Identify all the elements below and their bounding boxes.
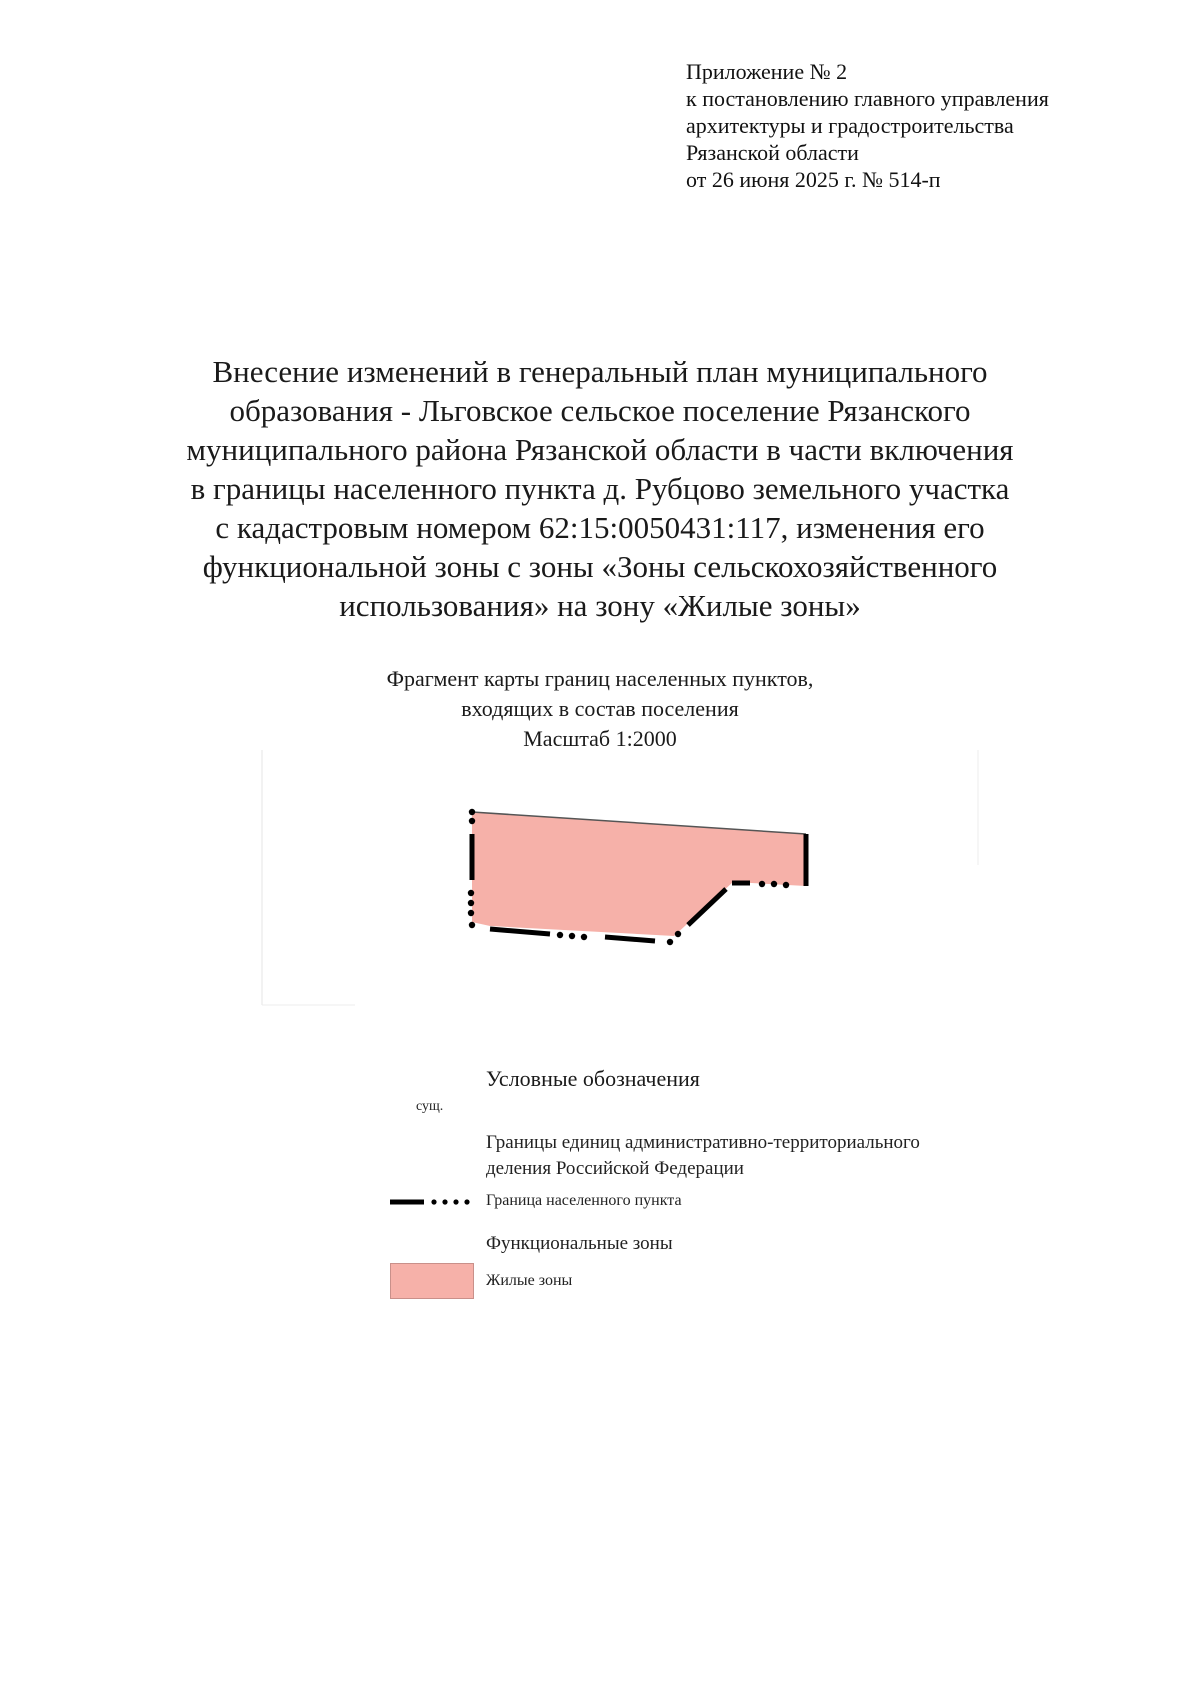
title-line: в границы населенного пункта д. Рубцово земельного участка [190, 471, 1010, 506]
appendix-line: Рязанской области [686, 140, 859, 165]
appendix-line: архитектуры и градостроительства [686, 113, 1014, 138]
map-caption-line: входящих в состав поселения [461, 696, 739, 721]
title-line: муниципального района Рязанской области в части включения [186, 432, 1014, 467]
appendix-line: Приложение № 2 [686, 59, 848, 84]
legend-boundary-symbol [390, 1195, 476, 1209]
legend-admin-boundaries [486, 1130, 920, 1182]
map-caption-line: Фрагмент карты границ населенных пунктов, [386, 666, 814, 691]
map-scale: Масштаб 1:2000 [523, 726, 677, 751]
appendix-line: от 26 июня 2025 г. № 514-п [686, 167, 941, 192]
title-line: функциональной зоны с зоны «Зоны сельскохозяйственного [202, 549, 998, 584]
title-line: образования - Льговское сельское поселение Рязанского [229, 393, 971, 428]
legend-zones-title: Функциональные зоны [486, 1233, 673, 1254]
map-caption [300, 664, 900, 754]
legend-residential-swatch [390, 1263, 474, 1299]
appendix-line: к постановлению главного управления [686, 86, 1049, 111]
title-line: с кадастровым номером 62:15:0050431:117, изменения его [215, 510, 985, 545]
zone-top-edge [472, 812, 806, 834]
legend-residential-label: Жилые зоны [486, 1272, 573, 1289]
settlement-boundary [472, 834, 806, 941]
residential-zone-area [472, 812, 806, 936]
legend-boundary-label: Граница населенного пункта [486, 1192, 682, 1209]
legend-existing-label: сущ. [416, 1099, 444, 1114]
document-title [150, 352, 1050, 625]
appendix-header [686, 58, 1049, 193]
title-line: использования» на зону «Жилые зоны» [339, 588, 861, 623]
legend-admin-line: Границы единиц административно-территориального [486, 1132, 920, 1153]
legend-title: Условные обозначения [486, 1066, 700, 1091]
legend-admin-line: деления Российской Федерации [486, 1158, 744, 1179]
title-line: Внесение изменений в генеральный план муниципального [212, 354, 988, 389]
settlement-boundary-dots [468, 809, 789, 945]
